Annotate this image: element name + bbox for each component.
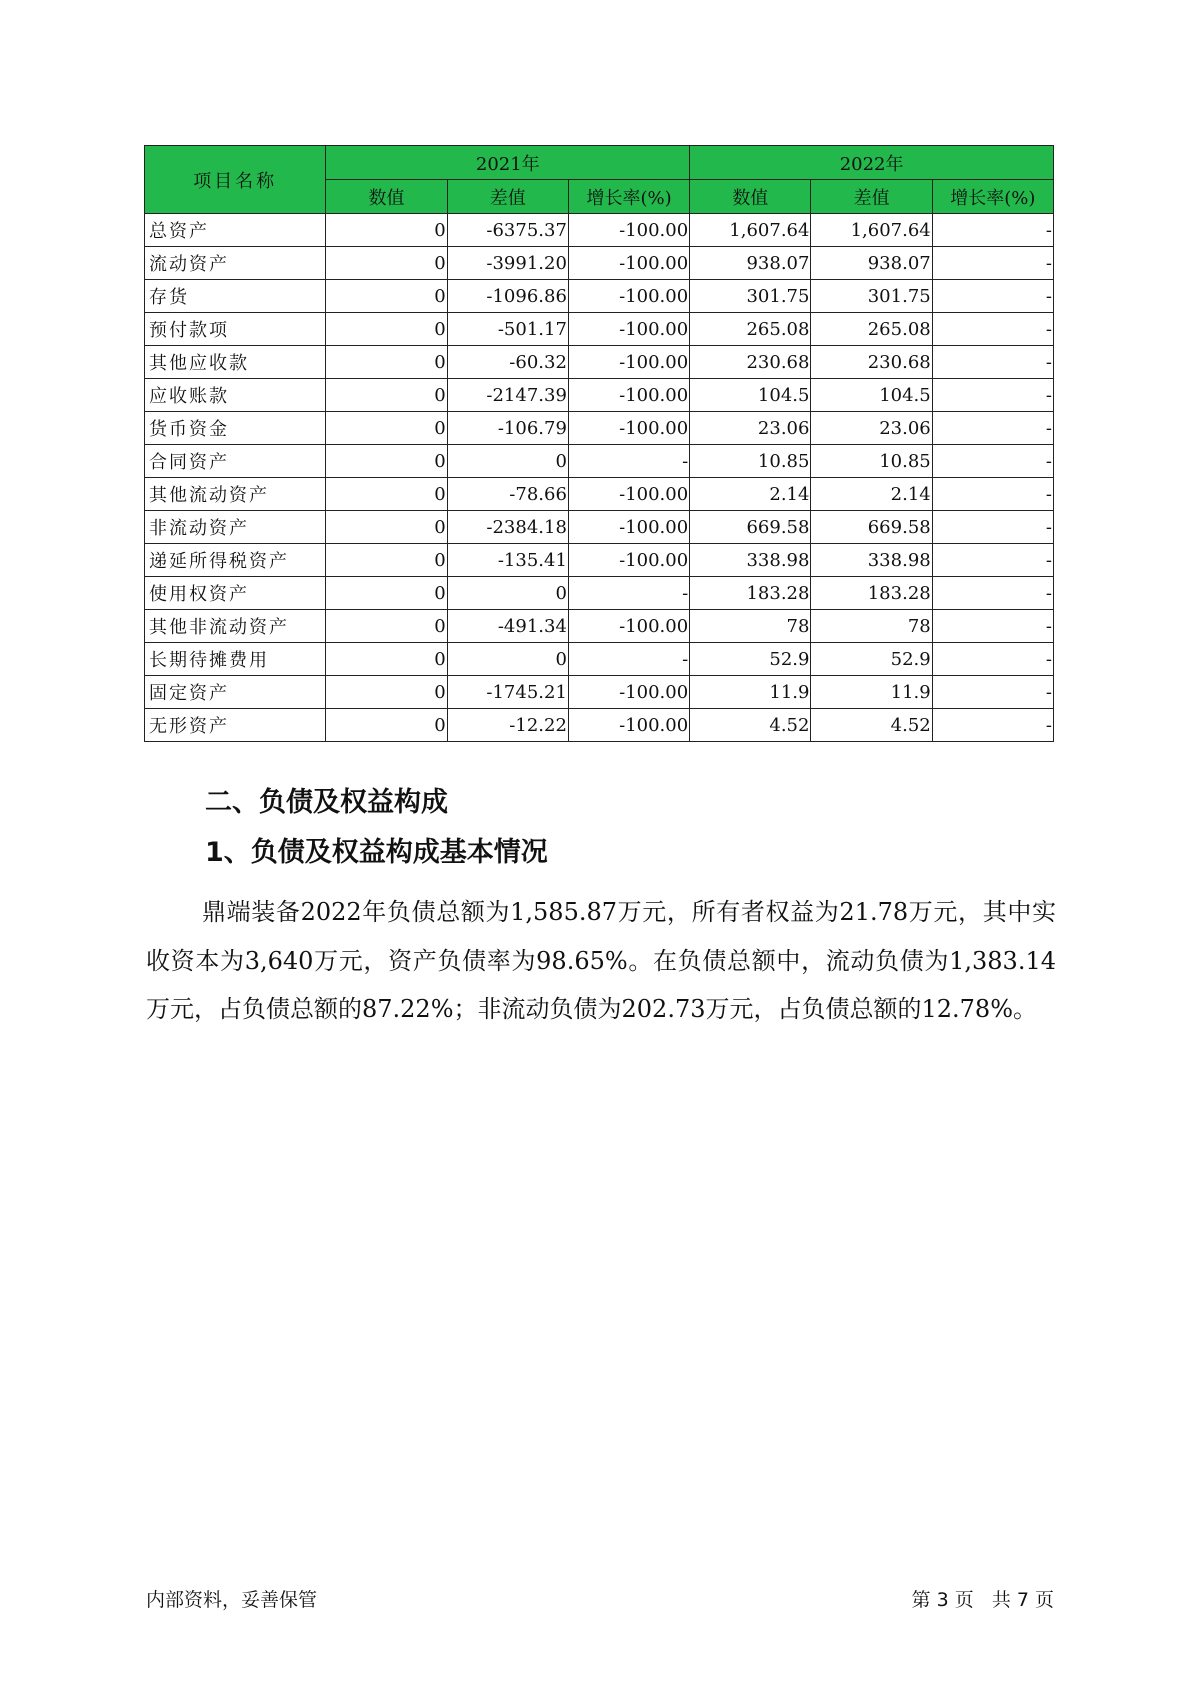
cell-diff-2021: -60.32 bbox=[447, 346, 568, 379]
cell-diff-2022: 1,607.64 bbox=[811, 214, 932, 247]
table-header-row-years bbox=[145, 146, 1054, 180]
row-item-name: 流动资产 bbox=[145, 247, 326, 280]
cell-value-2021: 0 bbox=[326, 247, 447, 280]
cell-diff-2021: -106.79 bbox=[447, 412, 568, 445]
row-item-name: 长期待摊费用 bbox=[145, 643, 326, 676]
header-rate-2022: 增长率(%) bbox=[932, 180, 1053, 214]
table-row bbox=[145, 412, 1054, 445]
cell-diff-2021: 0 bbox=[447, 445, 568, 478]
cell-diff-2021: -491.34 bbox=[447, 610, 568, 643]
cell-rate-2022: - bbox=[932, 346, 1053, 379]
cell-diff-2022: 23.06 bbox=[811, 412, 932, 445]
row-item-name: 非流动资产 bbox=[145, 511, 326, 544]
footer-confidential-note: 内部资料，妥善保管 bbox=[146, 1589, 318, 1611]
header-year-2022: 2022年 bbox=[690, 146, 1054, 180]
cell-value-2021: 0 bbox=[326, 280, 447, 313]
cell-value-2022: 2.14 bbox=[690, 478, 811, 511]
row-item-name: 递延所得税资产 bbox=[145, 544, 326, 577]
cell-rate-2021: -100.00 bbox=[568, 379, 689, 412]
cell-value-2021: 0 bbox=[326, 379, 447, 412]
cell-diff-2022: 183.28 bbox=[811, 577, 932, 610]
cell-value-2021: 0 bbox=[326, 313, 447, 346]
cell-rate-2022: - bbox=[932, 478, 1053, 511]
cell-diff-2022: 11.9 bbox=[811, 676, 932, 709]
row-item-name: 合同资产 bbox=[145, 445, 326, 478]
cell-rate-2022: - bbox=[932, 379, 1053, 412]
cell-rate-2021: -100.00 bbox=[568, 280, 689, 313]
cell-rate-2021: -100.00 bbox=[568, 412, 689, 445]
cell-diff-2021: 0 bbox=[447, 577, 568, 610]
cell-diff-2022: 230.68 bbox=[811, 346, 932, 379]
cell-diff-2021: -6375.37 bbox=[447, 214, 568, 247]
cell-diff-2022: 338.98 bbox=[811, 544, 932, 577]
cell-value-2022: 52.9 bbox=[690, 643, 811, 676]
row-item-name: 总资产 bbox=[145, 214, 326, 247]
cell-value-2021: 0 bbox=[326, 346, 447, 379]
table-row bbox=[145, 214, 1054, 247]
header-value-2021: 数值 bbox=[326, 180, 447, 214]
cell-rate-2021: -100.00 bbox=[568, 676, 689, 709]
header-diff-2022: 差值 bbox=[811, 180, 932, 214]
cell-diff-2022: 52.9 bbox=[811, 643, 932, 676]
row-item-name: 其他非流动资产 bbox=[145, 610, 326, 643]
row-item-name: 存货 bbox=[145, 280, 326, 313]
cell-diff-2021: -78.66 bbox=[447, 478, 568, 511]
cell-diff-2022: 301.75 bbox=[811, 280, 932, 313]
header-rate-2021: 增长率(%) bbox=[568, 180, 689, 214]
cell-diff-2022: 265.08 bbox=[811, 313, 932, 346]
cell-value-2022: 669.58 bbox=[690, 511, 811, 544]
header-value-2022: 数值 bbox=[690, 180, 811, 214]
cell-value-2021: 0 bbox=[326, 610, 447, 643]
cell-rate-2021: -100.00 bbox=[568, 214, 689, 247]
row-item-name: 固定资产 bbox=[145, 676, 326, 709]
cell-value-2022: 10.85 bbox=[690, 445, 811, 478]
cell-value-2022: 23.06 bbox=[690, 412, 811, 445]
cell-rate-2022: - bbox=[932, 544, 1053, 577]
cell-value-2022: 938.07 bbox=[690, 247, 811, 280]
row-item-name: 其他流动资产 bbox=[145, 478, 326, 511]
table-row bbox=[145, 676, 1054, 709]
cell-rate-2022: - bbox=[932, 676, 1053, 709]
cell-value-2021: 0 bbox=[326, 577, 447, 610]
cell-rate-2022: - bbox=[932, 577, 1053, 610]
table-body bbox=[145, 214, 1054, 742]
table-row bbox=[145, 709, 1054, 742]
cell-value-2021: 0 bbox=[326, 445, 447, 478]
table-row bbox=[145, 511, 1054, 544]
cell-value-2022: 11.9 bbox=[690, 676, 811, 709]
cell-value-2022: 230.68 bbox=[690, 346, 811, 379]
cell-value-2021: 0 bbox=[326, 511, 447, 544]
cell-rate-2022: - bbox=[932, 247, 1053, 280]
cell-rate-2021: -100.00 bbox=[568, 610, 689, 643]
row-item-name: 使用权资产 bbox=[145, 577, 326, 610]
table-row bbox=[145, 478, 1054, 511]
cell-rate-2022: - bbox=[932, 280, 1053, 313]
cell-value-2021: 0 bbox=[326, 478, 447, 511]
cell-value-2021: 0 bbox=[326, 544, 447, 577]
footer-page-number: 第 3 页 共 7 页 bbox=[911, 1589, 1054, 1611]
cell-rate-2021: -100.00 bbox=[568, 511, 689, 544]
row-item-name: 其他应收款 bbox=[145, 346, 326, 379]
header-year-2021: 2021年 bbox=[326, 146, 690, 180]
cell-value-2021: 0 bbox=[326, 412, 447, 445]
cell-rate-2021: -100.00 bbox=[568, 544, 689, 577]
cell-rate-2021: - bbox=[568, 643, 689, 676]
table-row bbox=[145, 379, 1054, 412]
table-row bbox=[145, 643, 1054, 676]
cell-diff-2021: -501.17 bbox=[447, 313, 568, 346]
cell-diff-2022: 104.5 bbox=[811, 379, 932, 412]
row-item-name: 货币资金 bbox=[145, 412, 326, 445]
cell-rate-2022: - bbox=[932, 511, 1053, 544]
cell-diff-2021: -1745.21 bbox=[447, 676, 568, 709]
table-row bbox=[145, 346, 1054, 379]
cell-value-2022: 78 bbox=[690, 610, 811, 643]
row-item-name: 无形资产 bbox=[145, 709, 326, 742]
cell-value-2021: 0 bbox=[326, 709, 447, 742]
cell-rate-2022: - bbox=[932, 610, 1053, 643]
cell-rate-2021: - bbox=[568, 577, 689, 610]
table-row bbox=[145, 280, 1054, 313]
table-row bbox=[145, 313, 1054, 346]
section-heading: 二、负债及权益构成 bbox=[205, 787, 448, 818]
table-row bbox=[145, 577, 1054, 610]
cell-diff-2021: -1096.86 bbox=[447, 280, 568, 313]
cell-value-2022: 1,607.64 bbox=[690, 214, 811, 247]
cell-rate-2022: - bbox=[932, 313, 1053, 346]
header-item-name: 项目名称 bbox=[145, 146, 326, 214]
table-row bbox=[145, 247, 1054, 280]
table-row bbox=[145, 445, 1054, 478]
cell-rate-2021: -100.00 bbox=[568, 478, 689, 511]
cell-value-2022: 104.5 bbox=[690, 379, 811, 412]
cell-value-2022: 338.98 bbox=[690, 544, 811, 577]
cell-diff-2021: -3991.20 bbox=[447, 247, 568, 280]
section-paragraph: 鼎端装备2022年负债总额为1,585.87万元，所有者权益为21.78万元，其中实收资本为3,640万元，资产负债率为98.65%。在负债总额中，流动负债为1,383.14万元，占负债总额的87.22%；非流动负债为202.73万元，占负债总额的12.78%。 bbox=[146, 898, 1056, 1023]
row-item-name: 预付款项 bbox=[145, 313, 326, 346]
cell-rate-2021: -100.00 bbox=[568, 313, 689, 346]
cell-diff-2021: -135.41 bbox=[447, 544, 568, 577]
cell-diff-2021: 0 bbox=[447, 643, 568, 676]
cell-rate-2022: - bbox=[932, 445, 1053, 478]
cell-diff-2021: -12.22 bbox=[447, 709, 568, 742]
cell-value-2022: 265.08 bbox=[690, 313, 811, 346]
section-subheading: 1、负债及权益构成基本情况 bbox=[205, 837, 548, 868]
cell-value-2021: 0 bbox=[326, 214, 447, 247]
cell-rate-2021: -100.00 bbox=[568, 247, 689, 280]
cell-diff-2021: -2384.18 bbox=[447, 511, 568, 544]
table-row bbox=[145, 544, 1054, 577]
cell-diff-2022: 10.85 bbox=[811, 445, 932, 478]
cell-rate-2022: - bbox=[932, 214, 1053, 247]
cell-rate-2022: - bbox=[932, 643, 1053, 676]
cell-rate-2022: - bbox=[932, 709, 1053, 742]
cell-value-2022: 183.28 bbox=[690, 577, 811, 610]
cell-value-2022: 301.75 bbox=[690, 280, 811, 313]
cell-value-2022: 4.52 bbox=[690, 709, 811, 742]
cell-value-2021: 0 bbox=[326, 643, 447, 676]
cell-diff-2021: -2147.39 bbox=[447, 379, 568, 412]
cell-diff-2022: 2.14 bbox=[811, 478, 932, 511]
cell-diff-2022: 4.52 bbox=[811, 709, 932, 742]
asset-comparison-table bbox=[144, 145, 1054, 742]
cell-rate-2021: - bbox=[568, 445, 689, 478]
cell-diff-2022: 669.58 bbox=[811, 511, 932, 544]
cell-rate-2022: - bbox=[932, 412, 1053, 445]
header-diff-2021: 差值 bbox=[447, 180, 568, 214]
cell-diff-2022: 938.07 bbox=[811, 247, 932, 280]
cell-diff-2022: 78 bbox=[811, 610, 932, 643]
cell-rate-2021: -100.00 bbox=[568, 709, 689, 742]
table-row bbox=[145, 610, 1054, 643]
cell-value-2021: 0 bbox=[326, 676, 447, 709]
row-item-name: 应收账款 bbox=[145, 379, 326, 412]
cell-rate-2021: -100.00 bbox=[568, 346, 689, 379]
